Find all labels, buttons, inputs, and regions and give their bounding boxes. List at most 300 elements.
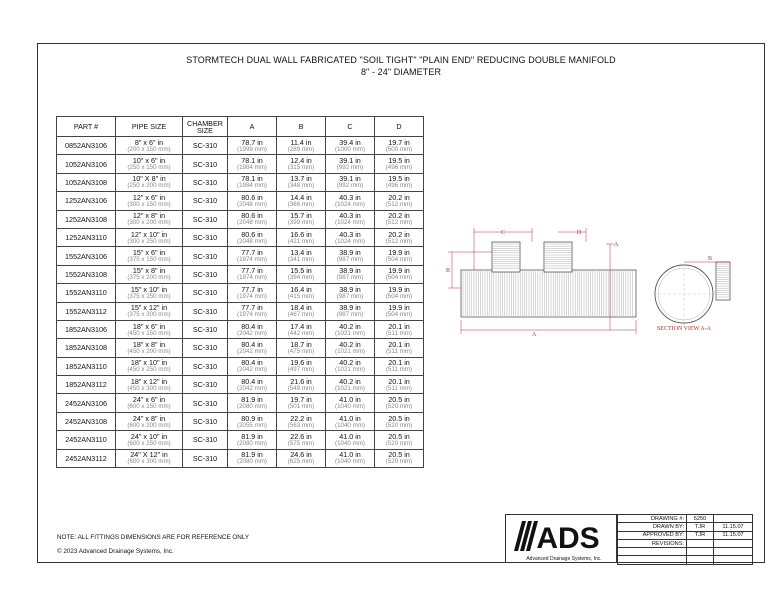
dim-b-cell bbox=[277, 137, 326, 155]
dim-a-metric: (2080 mm) bbox=[237, 403, 267, 411]
dim-a-metric: (2048 mm) bbox=[237, 200, 267, 208]
dim-c-metric: (1024 mm) bbox=[335, 219, 365, 227]
dim-c-value: 38.9 in bbox=[339, 248, 361, 258]
table-header-row bbox=[57, 117, 424, 137]
dim-c-value: 40.2 in bbox=[339, 321, 361, 331]
dim-c-metric: (987 mm) bbox=[336, 274, 364, 282]
dim-b-value: 15.5 in bbox=[290, 266, 312, 276]
pipe-size-value: 8" x 6" in bbox=[134, 137, 164, 147]
dim-b-metric: (421 mm) bbox=[287, 237, 315, 245]
dim-b-value: 19.7 in bbox=[290, 395, 312, 405]
table-row bbox=[57, 284, 424, 302]
dim-a-metric: (2042 mm) bbox=[237, 366, 267, 374]
chamber-size-cell bbox=[183, 320, 228, 338]
pipe-size-cell bbox=[116, 320, 183, 338]
pipe-size-cell bbox=[116, 210, 183, 228]
dim-d-value: 20.1 in bbox=[388, 339, 410, 349]
logo-text: ADS bbox=[536, 522, 600, 555]
header-d: D bbox=[375, 117, 424, 137]
ads-logo bbox=[505, 514, 617, 563]
drawing-date bbox=[714, 515, 753, 523]
pipe-size-value: 24" X 12" in bbox=[130, 450, 168, 460]
dim-d-cell bbox=[375, 137, 424, 155]
part-value: 1852AN3106 bbox=[65, 325, 107, 335]
pipe-size-value: 15" x 10" in bbox=[130, 284, 168, 294]
dim-c-metric: (1021 mm) bbox=[335, 347, 365, 355]
dim-d-value: 19.7 in bbox=[388, 137, 410, 147]
dim-a-cell bbox=[228, 412, 277, 430]
row-drawing bbox=[618, 515, 753, 523]
part-cell bbox=[57, 210, 116, 228]
header-chamber-size: CHAMBER SIZE bbox=[183, 117, 228, 137]
dim-a-value: 80.6 in bbox=[241, 229, 263, 239]
dim-a-metric: (2055 mm) bbox=[237, 421, 267, 429]
dim-b-value: 13.7 in bbox=[290, 174, 312, 184]
reference-note: NOTE: ALL FITTINGS DIMENSIONS ARE FOR REFERENCE ONLY bbox=[57, 534, 250, 541]
dim-d-value: 20.2 in bbox=[388, 229, 410, 239]
dim-c-cell bbox=[326, 155, 375, 173]
dim-c-cell bbox=[326, 376, 375, 394]
dim-d-cell bbox=[375, 302, 424, 320]
ads-logo-mark bbox=[506, 515, 618, 564]
dim-b-cell bbox=[277, 155, 326, 173]
part-cell bbox=[57, 412, 116, 430]
pipe-size-value: 24" x 10" in bbox=[130, 431, 168, 441]
dim-d-value: 20.5 in bbox=[388, 450, 410, 460]
part-value: 1552AN3108 bbox=[65, 269, 107, 279]
dim-label-d: D bbox=[576, 230, 582, 236]
part-value: 2452AN3106 bbox=[65, 398, 107, 408]
pipe-size-cell bbox=[116, 155, 183, 173]
dim-c-value: 40.3 in bbox=[339, 229, 361, 239]
dim-b-cell bbox=[277, 376, 326, 394]
dim-a-cell bbox=[228, 339, 277, 357]
dim-b-value: 21.6 in bbox=[290, 376, 312, 386]
dim-b-value: 15.7 in bbox=[290, 211, 312, 221]
pipe-size-metric: (450 x 150 mm) bbox=[127, 329, 171, 337]
chamber-size-cell bbox=[183, 284, 228, 302]
pipe-size-metric: (375 x 250 mm) bbox=[127, 292, 171, 300]
dim-a-cell bbox=[228, 320, 277, 338]
dim-b-metric: (415 mm) bbox=[287, 292, 315, 300]
table-row bbox=[57, 192, 424, 210]
chamber-size-cell bbox=[183, 431, 228, 449]
dim-b-cell bbox=[277, 394, 326, 412]
dim-c-cell bbox=[326, 412, 375, 430]
dim-c-metric: (1021 mm) bbox=[335, 384, 365, 392]
dim-b-value: 13.4 in bbox=[290, 248, 312, 258]
dim-c-value: 40.3 in bbox=[339, 211, 361, 221]
dim-a-value: 77.7 in bbox=[241, 266, 263, 276]
table-row bbox=[57, 449, 424, 467]
dim-b-cell bbox=[277, 173, 326, 191]
dim-d-cell bbox=[375, 320, 424, 338]
table-row bbox=[57, 137, 424, 155]
dim-c-cell bbox=[326, 247, 375, 265]
dim-b-metric: (575 mm) bbox=[287, 439, 315, 447]
dim-a-value: 80.4 in bbox=[241, 321, 263, 331]
dim-c-value: 41.0 in bbox=[339, 450, 361, 460]
section-label-b: B bbox=[707, 256, 713, 262]
dim-a-cell bbox=[228, 376, 277, 394]
part-cell bbox=[57, 173, 116, 191]
table-row bbox=[57, 302, 424, 320]
dim-a-cell bbox=[228, 247, 277, 265]
dim-c-value: 41.0 in bbox=[339, 395, 361, 405]
dim-b-value: 17.4 in bbox=[290, 321, 312, 331]
dim-d-cell bbox=[375, 339, 424, 357]
title-line-1: STORMTECH DUAL WALL FABRICATED "SOIL TIGHT" "PLAIN END" REDUCING DOUBLE MANIFOLD bbox=[186, 55, 616, 65]
dim-a-value: 81.9 in bbox=[241, 450, 263, 460]
dim-a-metric: (1984 mm) bbox=[237, 164, 267, 172]
dim-d-value: 20.1 in bbox=[388, 358, 410, 368]
section-view-label: SECTION VIEW A-A bbox=[656, 326, 712, 332]
dim-a-value: 81.9 in bbox=[241, 431, 263, 441]
pipe-size-value: 18" x 12" in bbox=[130, 376, 168, 386]
dim-d-value: 20.5 in bbox=[388, 431, 410, 441]
table-row bbox=[57, 394, 424, 412]
dim-c-metric: (1040 mm) bbox=[335, 403, 365, 411]
chamber-size-value: SC-310 bbox=[192, 417, 218, 427]
part-value: 1252AN3106 bbox=[65, 196, 107, 206]
part-value: 2452AN3108 bbox=[65, 417, 107, 427]
dim-d-value: 20.1 in bbox=[388, 376, 410, 386]
pipe-size-cell bbox=[116, 449, 183, 467]
dim-d-value: 19.5 in bbox=[388, 156, 410, 166]
table-row bbox=[57, 155, 424, 173]
dim-d-metric: (496 mm) bbox=[385, 164, 413, 172]
dim-d-cell bbox=[375, 155, 424, 173]
chamber-size-value: SC-310 bbox=[192, 214, 218, 224]
dim-b-metric: (563 mm) bbox=[287, 421, 315, 429]
revisions-value bbox=[687, 539, 714, 547]
dim-d-value: 19.9 in bbox=[388, 266, 410, 276]
chamber-size-value: SC-310 bbox=[192, 141, 218, 151]
chamber-size-value: SC-310 bbox=[192, 177, 218, 187]
dim-a-metric: (1984 mm) bbox=[237, 182, 267, 190]
manifold-drawing bbox=[438, 222, 738, 337]
dim-c-value: 40.2 in bbox=[339, 358, 361, 368]
chamber-size-cell bbox=[183, 155, 228, 173]
pipe-size-metric: (600 x 200 mm) bbox=[127, 421, 171, 429]
chamber-size-value: SC-310 bbox=[192, 288, 218, 298]
part-cell bbox=[57, 357, 116, 375]
header-part: PART # bbox=[57, 117, 116, 137]
part-value: 1552AN3110 bbox=[65, 288, 107, 298]
dim-c-value: 41.0 in bbox=[339, 431, 361, 441]
dim-d-value: 20.2 in bbox=[388, 211, 410, 221]
dim-c-cell bbox=[326, 192, 375, 210]
row-blank-1 bbox=[618, 548, 753, 556]
dim-d-metric: (500 mm) bbox=[385, 145, 413, 153]
dim-c-metric: (1021 mm) bbox=[335, 329, 365, 337]
chamber-size-value: SC-310 bbox=[192, 361, 218, 371]
chamber-size-cell bbox=[183, 376, 228, 394]
table-row bbox=[57, 431, 424, 449]
dim-b-cell bbox=[277, 247, 326, 265]
pipe-size-metric: (375 x 300 mm) bbox=[127, 311, 171, 319]
table-row bbox=[57, 210, 424, 228]
header-pipe-size: PIPE SIZE bbox=[116, 117, 183, 137]
dim-d-cell bbox=[375, 376, 424, 394]
dim-d-cell bbox=[375, 284, 424, 302]
dim-d-metric: (512 mm) bbox=[385, 200, 413, 208]
revisions-date bbox=[714, 539, 753, 547]
chamber-size-cell bbox=[183, 247, 228, 265]
pipe-size-metric: (300 x 250 mm) bbox=[127, 237, 171, 245]
chamber-size-value: SC-310 bbox=[192, 306, 218, 316]
dim-c-metric: (987 mm) bbox=[336, 256, 364, 264]
dim-d-value: 19.9 in bbox=[388, 284, 410, 294]
riser-right bbox=[544, 242, 572, 272]
dim-b-metric: (366 mm) bbox=[287, 200, 315, 208]
dim-c-metric: (992 mm) bbox=[336, 182, 364, 190]
chamber-size-cell bbox=[183, 449, 228, 467]
dim-a-cell bbox=[228, 265, 277, 283]
dim-d-metric: (504 mm) bbox=[385, 274, 413, 282]
drawn-date: 11.15.07 bbox=[714, 523, 753, 531]
dim-c-metric: (987 mm) bbox=[336, 292, 364, 300]
chamber-size-value: SC-310 bbox=[192, 453, 218, 463]
pipe-size-value: 12" x 10" in bbox=[130, 229, 168, 239]
table-row bbox=[57, 376, 424, 394]
dim-b-cell bbox=[277, 431, 326, 449]
chamber-size-value: SC-310 bbox=[192, 380, 218, 390]
dim-a-metric: (2048 mm) bbox=[237, 219, 267, 227]
pipe-size-cell bbox=[116, 265, 183, 283]
dim-a-cell bbox=[228, 173, 277, 191]
pipe-size-cell bbox=[116, 376, 183, 394]
pipe-size-metric: (375 x 150 mm) bbox=[127, 256, 171, 264]
pipe-size-value: 24" x 6" in bbox=[132, 395, 166, 405]
dim-b-cell bbox=[277, 210, 326, 228]
dim-c-cell bbox=[326, 320, 375, 338]
chamber-size-cell bbox=[183, 339, 228, 357]
copyright: © 2023 Advanced Drainage Systems, Inc. bbox=[57, 548, 174, 555]
table-row bbox=[57, 320, 424, 338]
dim-d-value: 20.2 in bbox=[388, 192, 410, 202]
title-block-table bbox=[617, 514, 753, 565]
dim-d-cell bbox=[375, 449, 424, 467]
dim-c-value: 38.9 in bbox=[339, 303, 361, 313]
pipe-size-value: 18" x 6" in bbox=[132, 321, 166, 331]
dim-c-cell bbox=[326, 431, 375, 449]
dim-b-value: 16.6 in bbox=[290, 229, 312, 239]
pipe-size-cell bbox=[116, 412, 183, 430]
dim-b-value: 19.6 in bbox=[290, 358, 312, 368]
dim-d-value: 20.1 in bbox=[388, 321, 410, 331]
chamber-size-cell bbox=[183, 412, 228, 430]
pipe-size-metric: (200 x 150 mm) bbox=[127, 145, 171, 153]
dim-b-value: 22.2 in bbox=[290, 413, 312, 423]
dim-d-cell bbox=[375, 228, 424, 246]
dim-a-metric: (2080 mm) bbox=[237, 458, 267, 466]
dim-b-cell bbox=[277, 302, 326, 320]
dim-a-value: 80.4 in bbox=[241, 339, 263, 349]
part-cell bbox=[57, 284, 116, 302]
dim-b-value: 22.6 in bbox=[290, 431, 312, 441]
dim-b-metric: (549 mm) bbox=[287, 384, 315, 392]
chamber-size-value: SC-310 bbox=[192, 398, 218, 408]
pipe-size-metric: (600 x 250 mm) bbox=[127, 439, 171, 447]
dim-a-value: 80.6 in bbox=[241, 192, 263, 202]
dim-b-metric: (399 mm) bbox=[287, 219, 315, 227]
title-block bbox=[505, 514, 765, 563]
dim-b-value: 18.7 in bbox=[290, 339, 312, 349]
dim-c-cell bbox=[326, 284, 375, 302]
dim-a-cell bbox=[228, 192, 277, 210]
pipe-size-cell bbox=[116, 247, 183, 265]
part-cell bbox=[57, 431, 116, 449]
dim-d-metric: (520 mm) bbox=[385, 458, 413, 466]
dim-d-metric: (520 mm) bbox=[385, 439, 413, 447]
part-cell bbox=[57, 137, 116, 155]
chamber-size-value: SC-310 bbox=[192, 325, 218, 335]
part-value: 1852AN3112 bbox=[65, 380, 107, 390]
approved-date: 11.15.07 bbox=[714, 531, 753, 539]
dim-a-value: 78.1 in bbox=[241, 156, 263, 166]
pipe-size-value: 15" x 12" in bbox=[130, 303, 168, 313]
pipe-size-metric: (300 x 150 mm) bbox=[127, 200, 171, 208]
dim-d-value: 19.9 in bbox=[388, 248, 410, 258]
part-value: 0852AN3106 bbox=[65, 141, 107, 151]
dim-a-value: 80.4 in bbox=[241, 358, 263, 368]
dim-a-metric: (2042 mm) bbox=[237, 347, 267, 355]
pipe-size-cell bbox=[116, 228, 183, 246]
dim-d-metric: (496 mm) bbox=[385, 182, 413, 190]
dim-c-cell bbox=[326, 210, 375, 228]
dim-c-metric: (1040 mm) bbox=[335, 458, 365, 466]
table-row bbox=[57, 247, 424, 265]
dim-d-metric: (511 mm) bbox=[385, 384, 412, 392]
dim-d-metric: (511 mm) bbox=[385, 347, 412, 355]
dim-a-value: 80.6 in bbox=[241, 211, 263, 221]
chamber-size-value: SC-310 bbox=[192, 435, 218, 445]
dim-b-metric: (467 mm) bbox=[287, 311, 315, 319]
dim-a-value: 77.7 in bbox=[241, 303, 263, 313]
dim-d-cell bbox=[375, 357, 424, 375]
dim-a-metric: (1974 mm) bbox=[237, 274, 267, 282]
pipe-size-value: 10" X 8" in bbox=[132, 174, 166, 184]
dim-c-metric: (992 mm) bbox=[336, 164, 364, 172]
dim-d-cell bbox=[375, 394, 424, 412]
pipe-size-value: 15" x 8" in bbox=[132, 266, 166, 276]
pipe-size-value: 15" x 6" in bbox=[132, 248, 166, 258]
dim-a-cell bbox=[228, 302, 277, 320]
dim-a-metric: (2042 mm) bbox=[237, 384, 267, 392]
dim-d-metric: (504 mm) bbox=[385, 256, 413, 264]
dim-c-cell bbox=[326, 265, 375, 283]
dim-a-value: 81.9 in bbox=[241, 395, 263, 405]
approved-label: APPROVED BY: bbox=[618, 531, 687, 539]
pipe-size-metric: (600 x 150 mm) bbox=[127, 403, 171, 411]
dim-b-metric: (475 mm) bbox=[287, 347, 315, 355]
pipe-size-cell bbox=[116, 357, 183, 375]
dim-c-metric: (1040 mm) bbox=[335, 439, 365, 447]
dim-c-cell bbox=[326, 302, 375, 320]
dim-c-cell bbox=[326, 394, 375, 412]
dim-d-cell bbox=[375, 431, 424, 449]
drawn-label: DRAWN BY: bbox=[618, 523, 687, 531]
part-cell bbox=[57, 302, 116, 320]
chamber-size-value: SC-310 bbox=[192, 159, 218, 169]
dim-c-cell bbox=[326, 357, 375, 375]
row-blank-2 bbox=[618, 556, 753, 564]
table-row bbox=[57, 265, 424, 283]
dim-c-metric: (1024 mm) bbox=[335, 237, 365, 245]
part-cell bbox=[57, 265, 116, 283]
dim-c-value: 39.4 in bbox=[339, 137, 361, 147]
part-value: 1052AN3108 bbox=[65, 177, 107, 187]
dim-d-metric: (511 mm) bbox=[385, 329, 412, 337]
dim-b-cell bbox=[277, 265, 326, 283]
table-row bbox=[57, 228, 424, 246]
dim-b-cell bbox=[277, 357, 326, 375]
part-value: 1552AN3112 bbox=[65, 306, 107, 316]
pipe-size-cell bbox=[116, 339, 183, 357]
dim-c-metric: (1024 mm) bbox=[335, 200, 365, 208]
dim-a-metric: (1974 mm) bbox=[237, 311, 267, 319]
dim-a-metric: (2080 mm) bbox=[237, 439, 267, 447]
chamber-size-value: SC-310 bbox=[192, 343, 218, 353]
row-approved bbox=[618, 531, 753, 539]
dim-c-value: 40.2 in bbox=[339, 376, 361, 386]
dim-d-metric: (512 mm) bbox=[385, 237, 413, 245]
dim-d-cell bbox=[375, 412, 424, 430]
pipe-size-metric: (450 x 250 mm) bbox=[127, 366, 171, 374]
chamber-size-cell bbox=[183, 210, 228, 228]
pipe-size-metric: (375 x 200 mm) bbox=[127, 274, 171, 282]
table-row bbox=[57, 357, 424, 375]
part-cell bbox=[57, 376, 116, 394]
dim-a-cell bbox=[228, 210, 277, 228]
dimensions-table bbox=[56, 116, 424, 468]
dim-b-value: 18.4 in bbox=[290, 303, 312, 313]
pipe-size-value: 24" x 8" in bbox=[132, 413, 166, 423]
dim-d-metric: (512 mm) bbox=[385, 219, 413, 227]
approved-value: TJR bbox=[687, 531, 714, 539]
part-cell bbox=[57, 247, 116, 265]
dim-c-value: 41.0 in bbox=[339, 413, 361, 423]
dim-d-cell bbox=[375, 265, 424, 283]
dim-b-value: 12.4 in bbox=[290, 156, 312, 166]
dim-c-value: 38.9 in bbox=[339, 284, 361, 294]
dim-c-metric: (1021 mm) bbox=[335, 366, 365, 374]
dim-b-value: 11.4 in bbox=[290, 137, 312, 147]
part-cell bbox=[57, 320, 116, 338]
dim-a-value: 77.7 in bbox=[241, 284, 263, 294]
pipe-size-value: 10" x 6" in bbox=[132, 156, 166, 166]
chamber-size-cell bbox=[183, 228, 228, 246]
dim-b-metric: (289 mm) bbox=[287, 145, 315, 153]
part-cell bbox=[57, 449, 116, 467]
dim-d-metric: (504 mm) bbox=[385, 292, 413, 300]
logo-tagline: Advanced Drainage Systems, Inc. bbox=[526, 556, 602, 562]
dim-b-cell bbox=[277, 320, 326, 338]
part-cell bbox=[57, 155, 116, 173]
dim-a-metric: (2042 mm) bbox=[237, 329, 267, 337]
dim-b-metric: (315 mm) bbox=[287, 164, 315, 172]
dim-d-metric: (520 mm) bbox=[385, 421, 413, 429]
dim-c-cell bbox=[326, 228, 375, 246]
dim-label-c: C bbox=[500, 230, 506, 236]
dim-b-value: 24.6 in bbox=[290, 450, 312, 460]
part-value: 1252AN3108 bbox=[65, 214, 107, 224]
dim-c-cell bbox=[326, 339, 375, 357]
dim-b-value: 16.4 in bbox=[290, 284, 312, 294]
dim-a-cell bbox=[228, 228, 277, 246]
chamber-size-cell bbox=[183, 302, 228, 320]
